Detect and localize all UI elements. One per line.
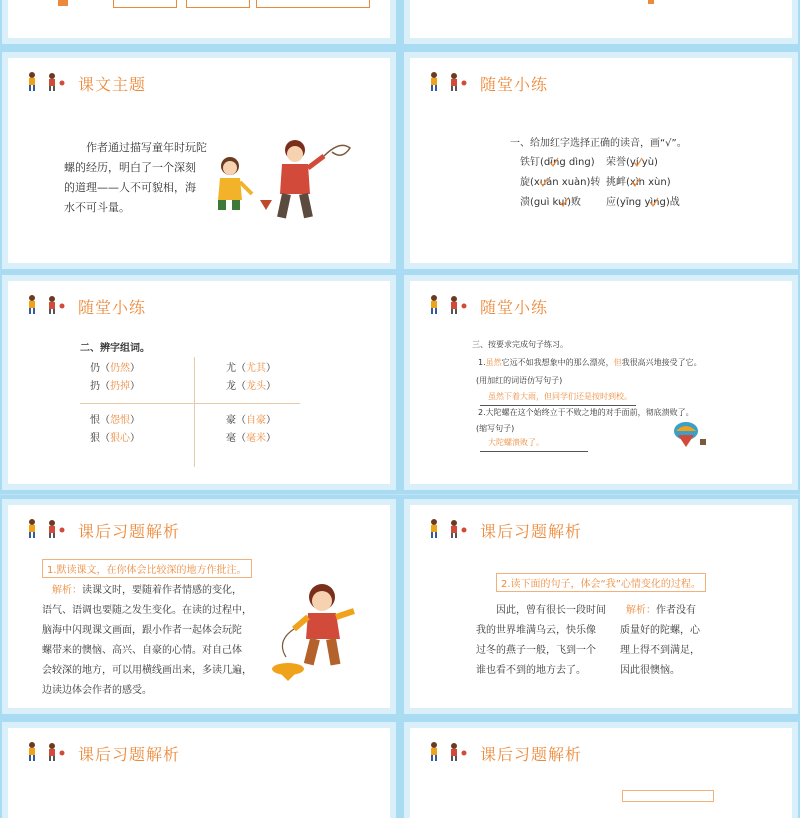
slide-practice-words[interactable] <box>8 281 390 484</box>
answer-line-2 <box>480 451 588 452</box>
word-item: 豪（自豪） <box>226 415 276 426</box>
kids-icon <box>426 293 470 315</box>
theme-line-2: 螺的经历，明白了一个深刻 <box>64 161 196 174</box>
analysis-line-2: 语气、语调也要随之发生变化。在读的过程中， <box>42 605 252 616</box>
analysis-line-4: 螺带来的懊恼、高兴、自豪的心情。对自己体 <box>42 645 242 656</box>
slide-title: 课文主题 <box>78 75 147 94</box>
analysis-line-3: 脑海中闪现课文画面，跟小作者一起体会玩陀 <box>42 625 242 636</box>
quote-line-3: 过冬的燕子一般，飞到一个 <box>476 645 596 656</box>
kids-icon <box>24 740 68 762</box>
kids-icon <box>426 740 470 762</box>
word-item: 仍（仍然） <box>90 363 140 374</box>
pinyin-item-1: 铁钉(dīng dìng) <box>520 157 595 168</box>
slide-analysis-3[interactable] <box>8 728 390 818</box>
top-box-3 <box>256 0 370 8</box>
slide-title: 随堂小练 <box>480 298 549 317</box>
word-item: 毫（毫米） <box>226 433 276 444</box>
question-box: 1.默读课文，在你体会比较深的地方作批注。 <box>42 559 252 578</box>
sentence-q1: 1.虽然它远不如我想象中的那么漂亮，但我很高兴地接受了它。 <box>478 358 702 367</box>
sentence-q2: 2.大陀螺在这个始终立于不败之地的对手面前，彻底溃败了。 <box>478 408 694 417</box>
words-heading: 二、辨字组词。 <box>80 343 150 354</box>
slide-theme[interactable] <box>8 58 390 263</box>
slide-title: 课后习题解析 <box>78 745 181 764</box>
slide-top-left[interactable] <box>8 0 390 38</box>
divider-horizontal <box>80 403 300 404</box>
top-shape-2 <box>648 0 654 4</box>
pinyin-heading: 一、给加红字选择正确的读音，画“√”。 <box>510 138 687 149</box>
slide-analysis-2[interactable] <box>410 505 792 708</box>
kids-icon <box>426 517 470 539</box>
kids-icon <box>24 70 68 92</box>
pinyin-item-5: 溃(guì kuì)败 <box>520 197 582 208</box>
analysis-line-6: 边读边体会作者的感受。 <box>42 685 152 696</box>
slide-title: 课后习题解析 <box>480 522 583 541</box>
slide-analysis-1[interactable] <box>8 505 390 708</box>
quote-line-4: 谁也看不到的地方去了。 <box>476 665 586 676</box>
children-playing-illustration <box>200 138 360 228</box>
word-item: 扔（扔掉） <box>90 381 140 392</box>
partial-box <box>622 790 714 802</box>
slide-practice-sentences[interactable] <box>410 281 792 484</box>
kids-icon <box>24 517 68 539</box>
theme-line-1: 作者通过描写童年时玩陀 <box>86 141 207 154</box>
analysis-line-5: 会较深的地方，可以用横线画出来，多读几遍， <box>42 665 252 676</box>
quote-line-2: 我的世界堆满乌云，快乐像 <box>476 625 596 636</box>
divider-vertical <box>194 357 195 467</box>
slide-practice-pinyin[interactable] <box>410 58 792 263</box>
slide-title: 随堂小练 <box>480 75 549 94</box>
spinning-top-icon <box>670 419 710 449</box>
sentence-q2-instruction: (缩写句子) <box>476 424 515 433</box>
theme-line-3: 的道理——人不可貌相，海 <box>64 181 196 194</box>
word-item: 恨（怨恨） <box>90 415 140 426</box>
kids-icon <box>24 293 68 315</box>
slide-title: 随堂小练 <box>78 298 147 317</box>
explanation-line-1: 解析：作者没有 <box>626 605 696 616</box>
slide-title: 课后习题解析 <box>480 745 583 764</box>
sentences-heading: 三、按要求完成句子练习。 <box>472 340 568 349</box>
pinyin-item-6: 应(yīng yìng)战 <box>606 197 680 208</box>
pinyin-item-4: 挑衅(xìn xùn) <box>606 177 671 188</box>
slide-title: 课后习题解析 <box>78 522 181 541</box>
sentence-q2-answer: 大陀螺溃败了。 <box>488 438 544 447</box>
check-marks <box>410 58 792 263</box>
quote-line-1: 因此，曾有很长一段时间 <box>496 605 606 616</box>
explanation-line-4: 因此很懊恼。 <box>620 665 680 676</box>
top-box-1 <box>113 0 177 8</box>
analysis-line-1: 解析：读课文时，要随着作者情感的变化， <box>52 585 242 596</box>
word-item: 龙（龙头） <box>226 381 276 392</box>
slide-analysis-4[interactable] <box>410 728 792 818</box>
word-item: 狠（狠心） <box>90 433 140 444</box>
explanation-line-3: 理上得不到满足， <box>620 645 700 656</box>
slide-top-right[interactable] <box>410 0 792 38</box>
top-shape-1 <box>58 0 68 6</box>
top-box-2 <box>186 0 250 8</box>
sentence-q1-instruction: (用加红的词语仿写句子) <box>476 376 563 385</box>
theme-line-4: 水不可斗量。 <box>64 201 130 214</box>
word-item: 尤（尤其） <box>226 363 276 374</box>
question-box: 2.读下面的句子，体会“我”心情变化的过程。 <box>496 573 706 592</box>
pinyin-item-2: 荣誉(yí yù) <box>606 157 658 168</box>
boy-with-top-illustration <box>266 575 366 685</box>
sentence-q1-answer: 虽然下着大雨，但同学们还是按时到校。 <box>488 392 632 401</box>
explanation-line-2: 质量好的陀螺，心 <box>620 625 700 636</box>
pinyin-item-3: 旋(xuán xuàn)转 <box>520 177 601 188</box>
